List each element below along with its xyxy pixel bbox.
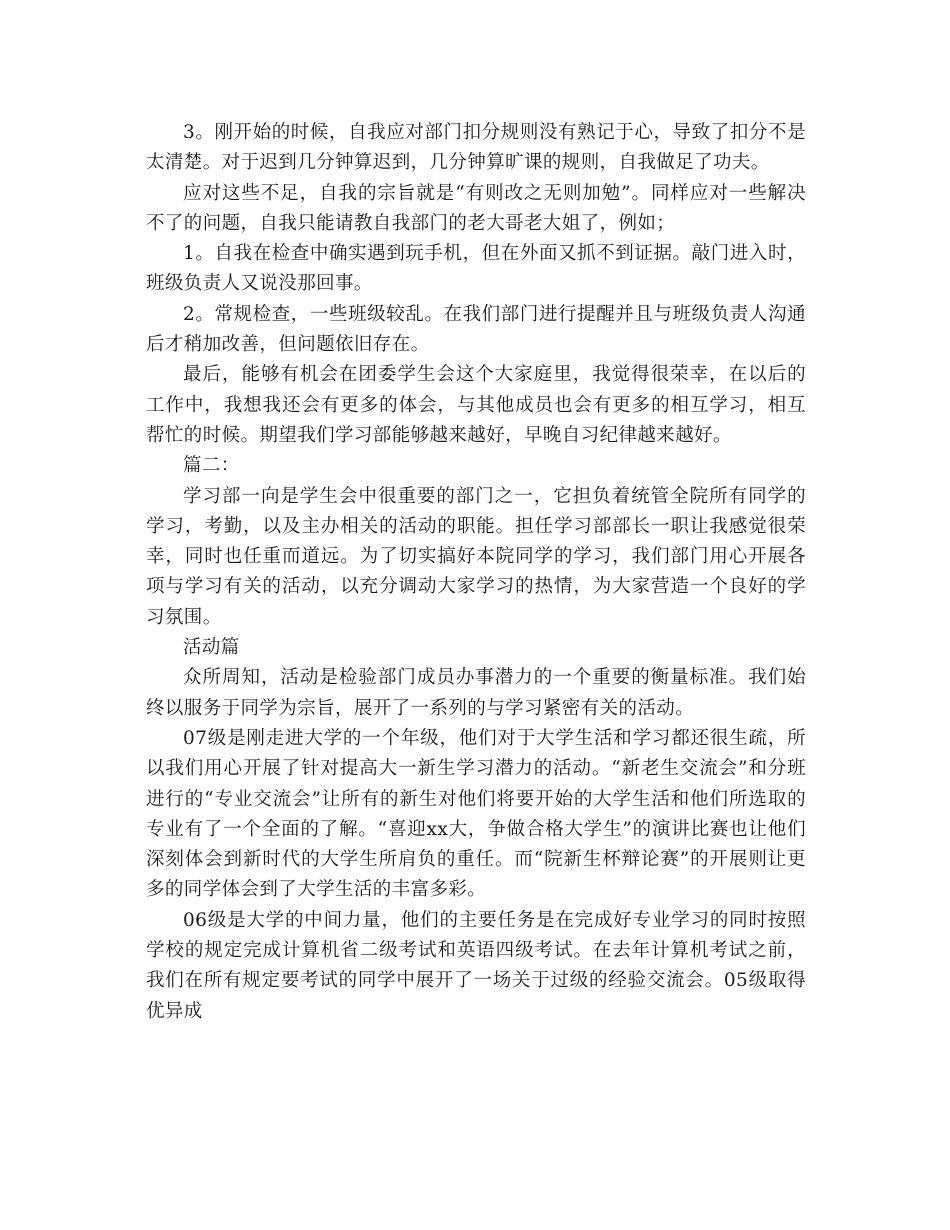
paragraph-example-inspection: 2。常规检查，一些班级较乱。在我们部门进行提醒并且与班级负责人沟通后才稍加改善，但问题依旧存在。 bbox=[146, 303, 806, 356]
paragraph-study-department-intro: 学习部一向是学生会中很重要的部门之一，它担负着统管全院所有同学的学习，考勤，以及主办相关的活动的职能。担任学习部部长一职让我感觉很荣幸，同时也任重而道远。为了切实搞好本院同学的学习，我们部门用心开展各项与学习有关的活动，以充分调动大家学习的热情，为大家营造一个良好的学习氛围。 bbox=[146, 485, 806, 628]
paragraph-example-phones: 1。自我在检查中确实遇到玩手机，但在外面又抓不到证据。敲门进入时，班级负责人又说没那回事。 bbox=[146, 243, 806, 295]
paragraph-improvement-motto: 应对这些不足，自我的宗旨就是“有则改之无则加勉”。同样应对一些解决不了的问题，自我只能请教自我部门的老大哥老大姐了，例如； bbox=[146, 182, 806, 234]
section-heading-activities: 活动篇 bbox=[183, 637, 240, 659]
section-heading-part-two: 篇二： bbox=[183, 455, 240, 477]
paragraph-activities-overview: 众所周知，活动是检验部门成员办事潜力的一个重要的衡量标准。我们始终以服务于同学为宗旨，展开了一系列的与学习紧密有关的活动。 bbox=[146, 667, 806, 719]
paragraph-grade-06: 06级是大学的中间力量，他们的主要任务是在完成好专业学习的同时按照学校的规定完成计算机省二级考试和英语四级考试。在去年计算机考试之前，我们在所有规定要考试的同学中展开了一场关于过级的经验交流会。05级取得优异成 bbox=[146, 909, 806, 1022]
paragraph-conclusion: 最后，能够有机会在团委学生会这个大家庭里，我觉得很荣幸，在以后的工作中，我想我还会有更多的体会，与其他成员也会有更多的相互学习，相互帮忙的时候。期望我们学习部能够越来越好，早晚自习纪律越来越好。 bbox=[146, 364, 806, 446]
document-page bbox=[146, 118, 806, 1027]
paragraph-grade-07: 07级是刚走进大学的一个年级，他们对于大学生活和学习都还很生疏，所以我们用心开展了针对提高大一新生学习潜力的活动。“新老生交流会”和分班进行的“专业交流会”让所有的新生对他们将要开始的大学生活和他们所选取的专业有了一个全面的了解。“喜迎xx大，争做合格大学生”的演讲比赛也让他们深刻体会到新时代的大学生所肩负的重任。而“院新生杯辩论赛”的开展则让更多的同学体会到了大学生活的丰富多彩。 bbox=[146, 727, 806, 901]
paragraph-rule-familiarity: 3。刚开始的时候，自我应对部门扣分规则没有熟记于心，导致了扣分不是太清楚。对于迟到几分钟算迟到，几分钟算旷课的规则，自我做足了功夫。 bbox=[146, 122, 806, 174]
